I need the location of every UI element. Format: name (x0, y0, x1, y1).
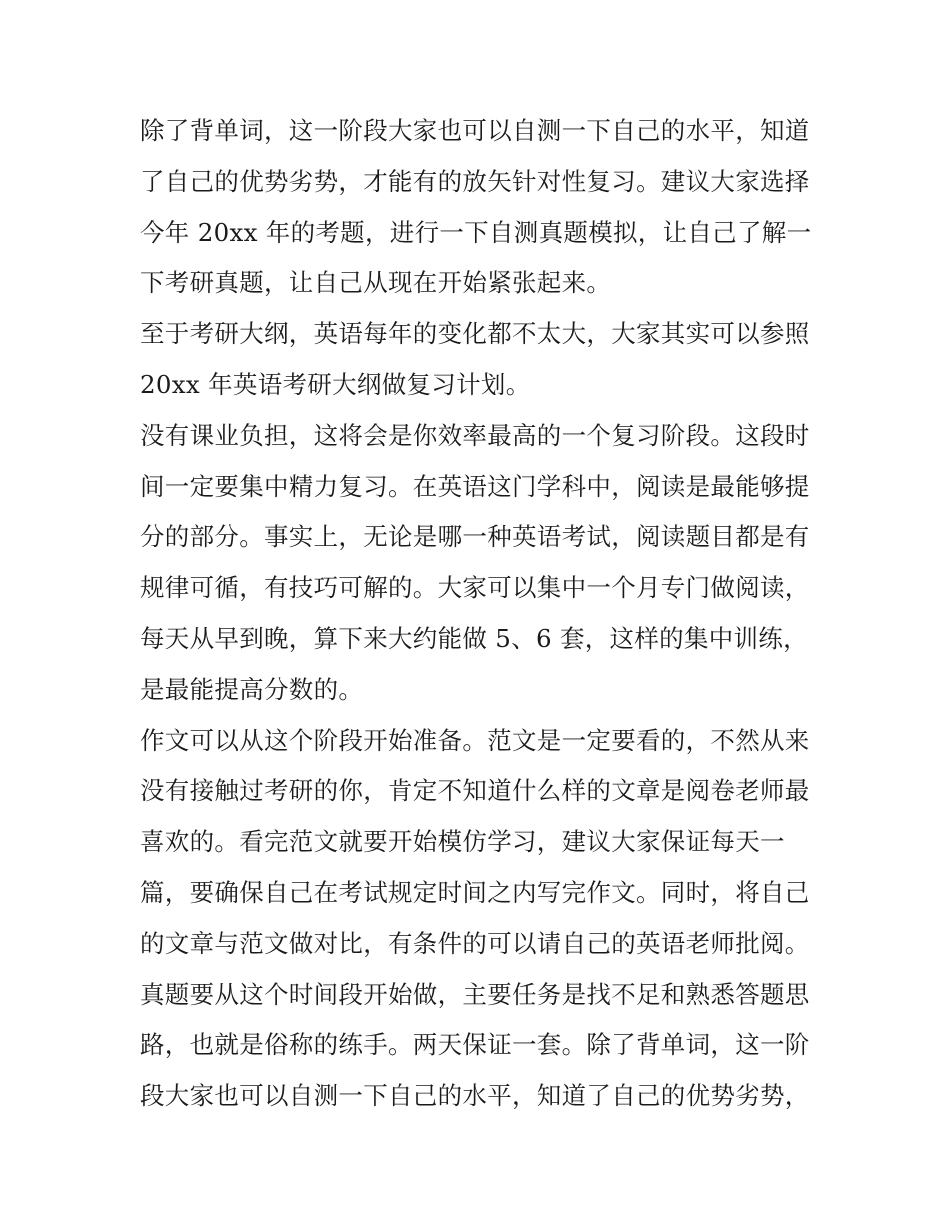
text-line: 喜欢的。看完范文就要开始模仿学习，建议大家保证每天一 (140, 827, 785, 857)
text-line: 间一定要集中精力复习。在英语这门学科中，阅读是最能够提 (140, 471, 810, 501)
text-line: 的文章与范文做对比，有条件的可以请自己的英语老师批阅。 (140, 928, 810, 958)
text-line: 了自己的优势劣势，才能有的放矢针对性复习。建议大家选择 (140, 166, 810, 196)
text-line: 没有接触过考研的你，肯定不知道什么样的文章是阅卷老师最 (140, 776, 810, 806)
document-body (140, 106, 830, 1122)
text-line: 篇，要确保自己在考试规定时间之内写完作文。同时，将自己 (140, 877, 810, 907)
text-line: 没有课业负担，这将会是你效率最高的一个复习阶段。这段时 (140, 420, 810, 450)
text-line: 每天从早到晚，算下来大约能做 5、6 套，这样的集中训练， (140, 623, 808, 653)
text-line: 除了背单词，这一阶段大家也可以自测一下自己的水平，知道 (140, 116, 810, 145)
text-line: 真题要从这个时间段开始做，主要任务是找不足和熟悉答题思 (140, 979, 810, 1009)
text-line: 至于考研大纲，英语每年的变化都不太大，大家其实可以参照 (140, 319, 810, 349)
text-line: 20xx 年英语考研大纲做复习计划。 (140, 369, 531, 399)
text-line: 今年 20xx 年的考题，进行一下自测真题模拟，让自己了解一 (140, 217, 812, 247)
text-line: 段大家也可以自测一下自己的水平，知道了自己的优势劣势， (140, 1081, 810, 1111)
text-line: 路，也就是俗称的练手。两天保证一套。除了背单词，这一阶 (140, 1030, 810, 1060)
text-line: 是最能提高分数的。 (140, 674, 364, 704)
text-line: 作文可以从这个阶段开始准备。范文是一定要看的，不然从来 (140, 725, 810, 755)
text-line: 分的部分。事实上，无论是哪一种英语考试，阅读题目都是有 (140, 522, 810, 552)
text-line: 下考研真题，让自己从现在开始紧张起来。 (140, 268, 612, 298)
text-line: 规律可循，有技巧可解的。大家可以集中一个月专门做阅读， (140, 573, 810, 603)
